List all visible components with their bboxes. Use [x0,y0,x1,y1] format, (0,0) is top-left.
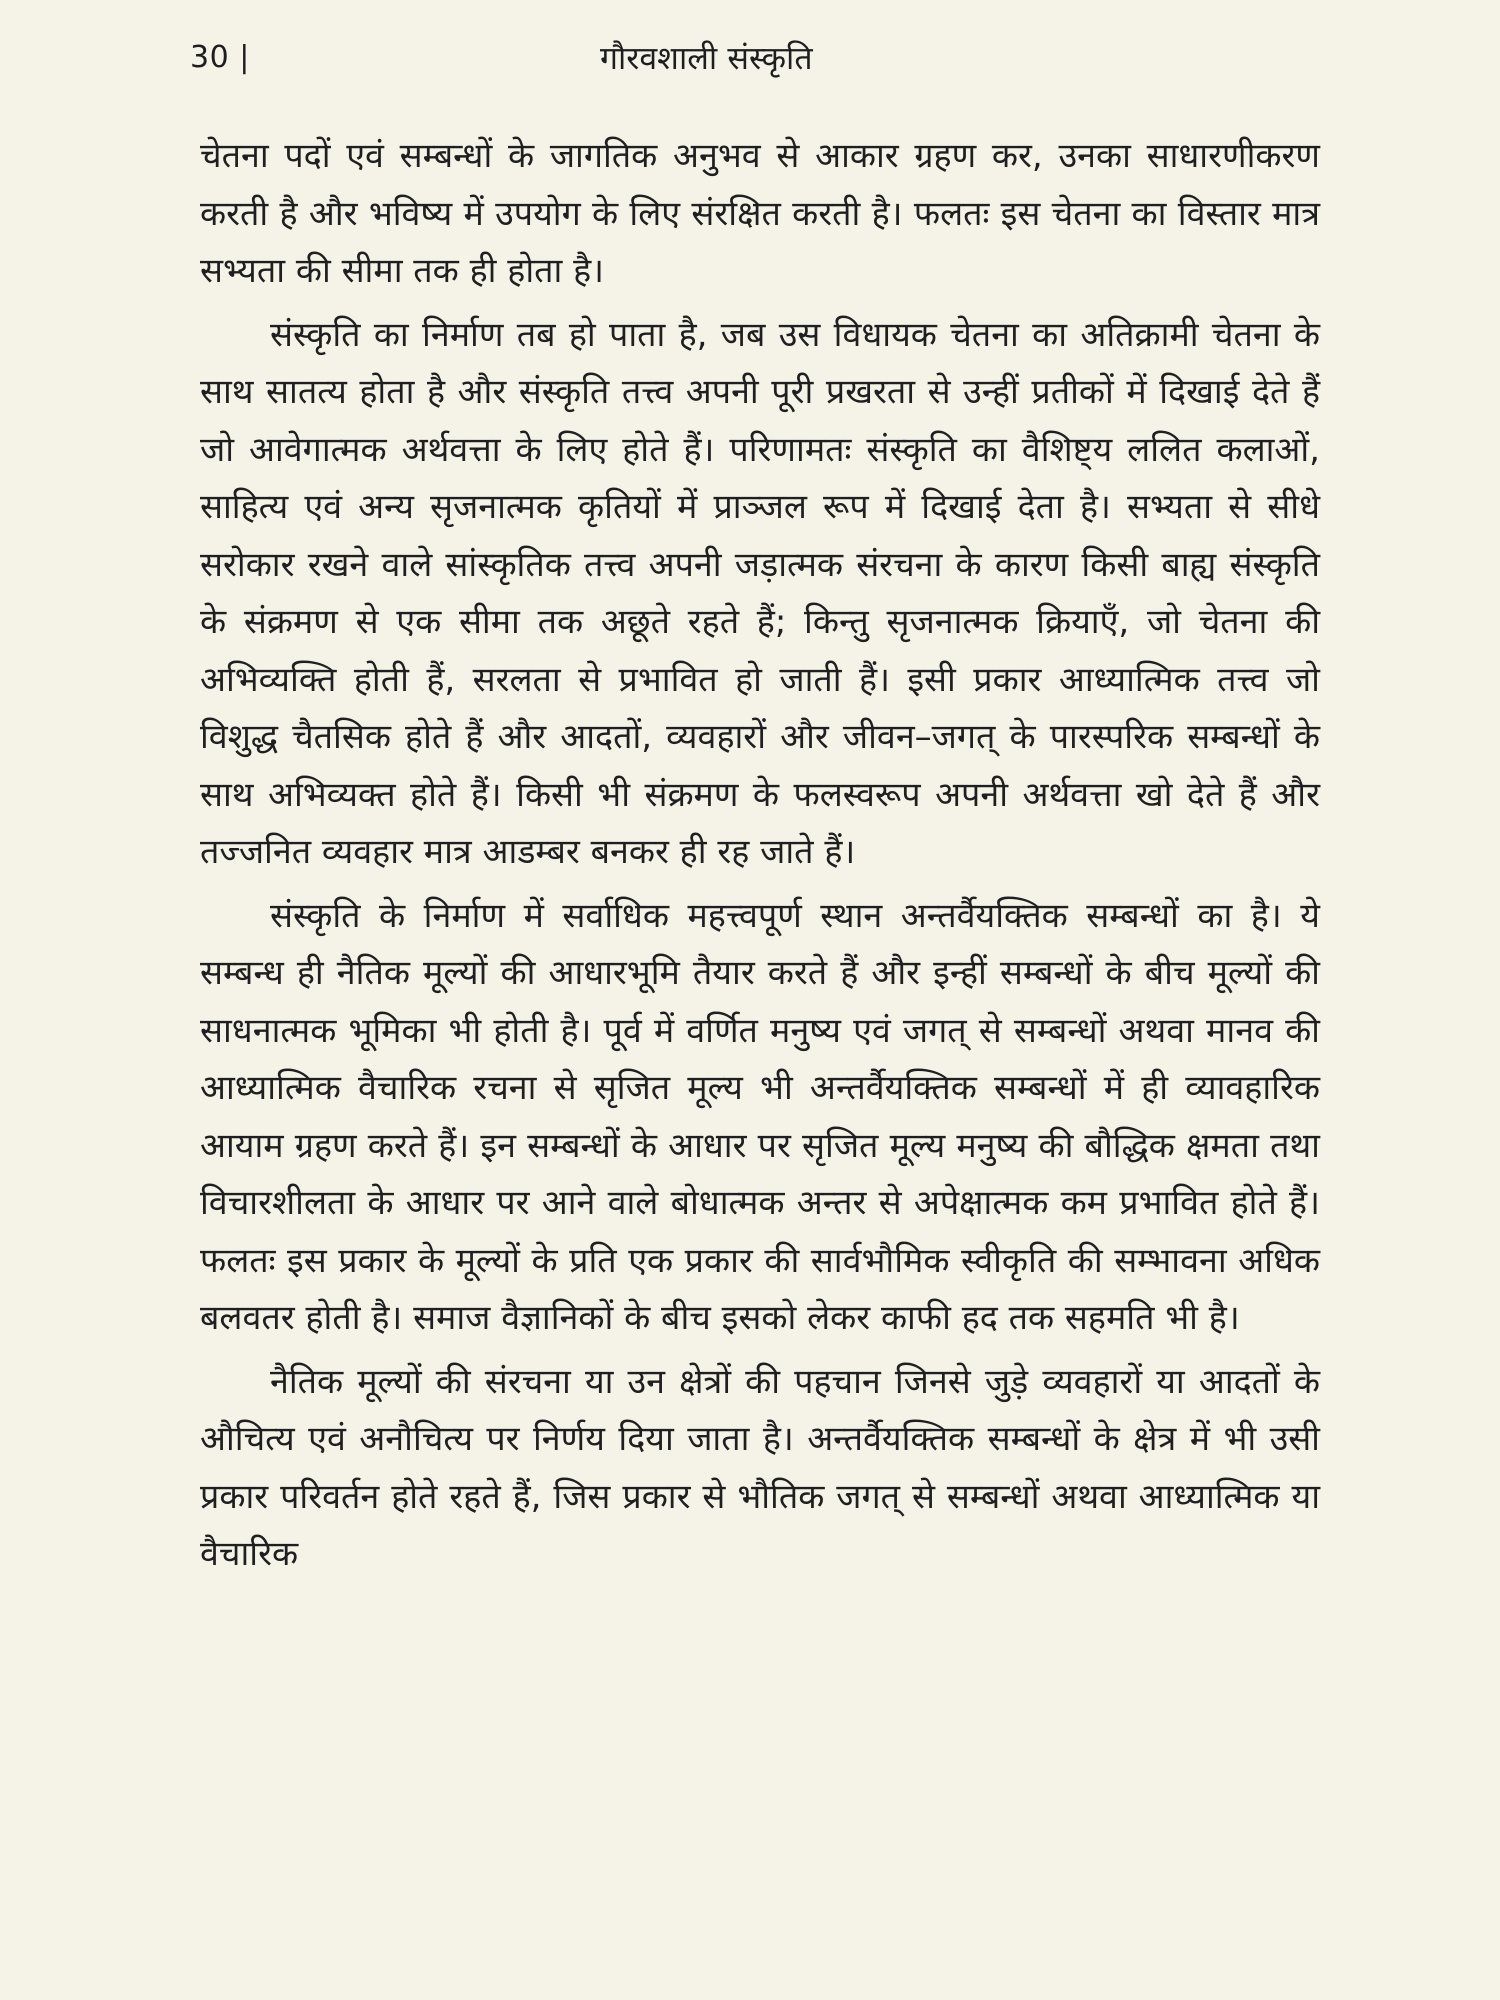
page-number: 30 | [190,40,250,75]
paragraph-2: संस्कृति का निर्माण तब हो पाता है, जब उस विधायक चेतना का अतिक्रामी चेतना के साथ सातत्य होता है और संस्कृति तत्त्व अपनी पूरी प्रखरता से उन्हीं प्रतीकों में दिखाई देते हैं जो आवेगात्मक अर्थवत्ता के लिए होते हैं। परिणामतः संस्कृति का वैशिष्ट्य ललित कलाओं, साहित्य एवं अन्य सृजनात्मक कृतियों में प्राञ्जल रूप में दिखाई देता है। सभ्यता से सीधे सरोकार रखने वाले सांस्कृतिक तत्त्व अपनी जड़ात्मक संरचना के कारण किसी बाह्य संस्कृति के संक्रमण से एक सीमा तक अछूते रहते हैं; किन्तु सृजनात्मक क्रियाएँ, जो चेतना की अभिव्यक्ति होती हैं, सरलता से प्रभावित हो जाती हैं। इसी प्रकार आध्यात्मिक तत्त्व जो विशुद्ध चैतसिक होते हैं और आदतों, व्यवहारों और जीवन–जगत् के पारस्परिक सम्बन्धों के साथ अभिव्यक्त होते हैं। किसी भी संक्रमण के फलस्वरूप अपनी अर्थवत्ता खो देते हैं और तज्जनित व्यवहार मात्र आडम्बर बनकर ही रह जाते हैं। [200,314,1320,872]
running-title: गौरवशाली संस्कृति [600,39,813,77]
paragraph-1: चेतना पदों एवं सम्बन्धों के जागतिक अनुभव से आकार ग्रहण कर, उनका साधारणीकरण करती है और भविष्य में उपयोग के लिए संरक्षित करती है। फलतः इस चेतना का विस्तार मात्र सभ्यता की सीमा तक ही होता है। [200,136,1320,291]
page-header [190,36,1330,96]
page-content [200,128,1320,1584]
paragraph-4: नैतिक मूल्यों की संरचना या उन क्षेत्रों की पहचान जिनसे जुड़े व्यवहारों या आदतों के औचित्य एवं अनौचित्य पर निर्णय दिया जाता है। अन्तर्वैयक्तिक सम्बन्धों के क्षेत्र में भी उसी प्रकार परिवर्तन होते रहते हैं, जिस प्रकार से भौतिक जगत् से सम्बन्धों अथवा आध्यात्मिक या वैचारिक [200,1361,1320,1574]
paragraph-3: संस्कृति के निर्माण में सर्वाधिक महत्त्वपूर्ण स्थान अन्तर्वैयक्तिक सम्बन्धों का है। ये सम्बन्ध ही नैतिक मूल्यों की आधारभूमि तैयार करते हैं और इन्हीं सम्बन्धों के बीच मूल्यों की साधनात्मक भूमिका भी होती है। पूर्व में वर्णित मनुष्य एवं जगत् से सम्बन्धों अथवा मानव की आध्यात्मिक वैचारिक रचना से सृजित मूल्य भी अन्तर्वैयक्तिक सम्बन्धों में ही व्यावहारिक आयाम ग्रहण करते हैं। इन सम्बन्धों के आधार पर सृजित मूल्य मनुष्य की बौद्धिक क्षमता तथा विचारशीलता के आधार पर आने वाले बोधात्मक अन्तर से अपेक्षात्मक कम प्रभावित होते हैं। फलतः इस प्रकार के मूल्यों के प्रति एक प्रकार की सार्वभौमिक स्वीकृति की सम्भावना अधिक बलवतर होती है। समाज वैज्ञानिकों के बीच इसको लेकर काफी हद तक सहमति भी है। [200,895,1320,1338]
